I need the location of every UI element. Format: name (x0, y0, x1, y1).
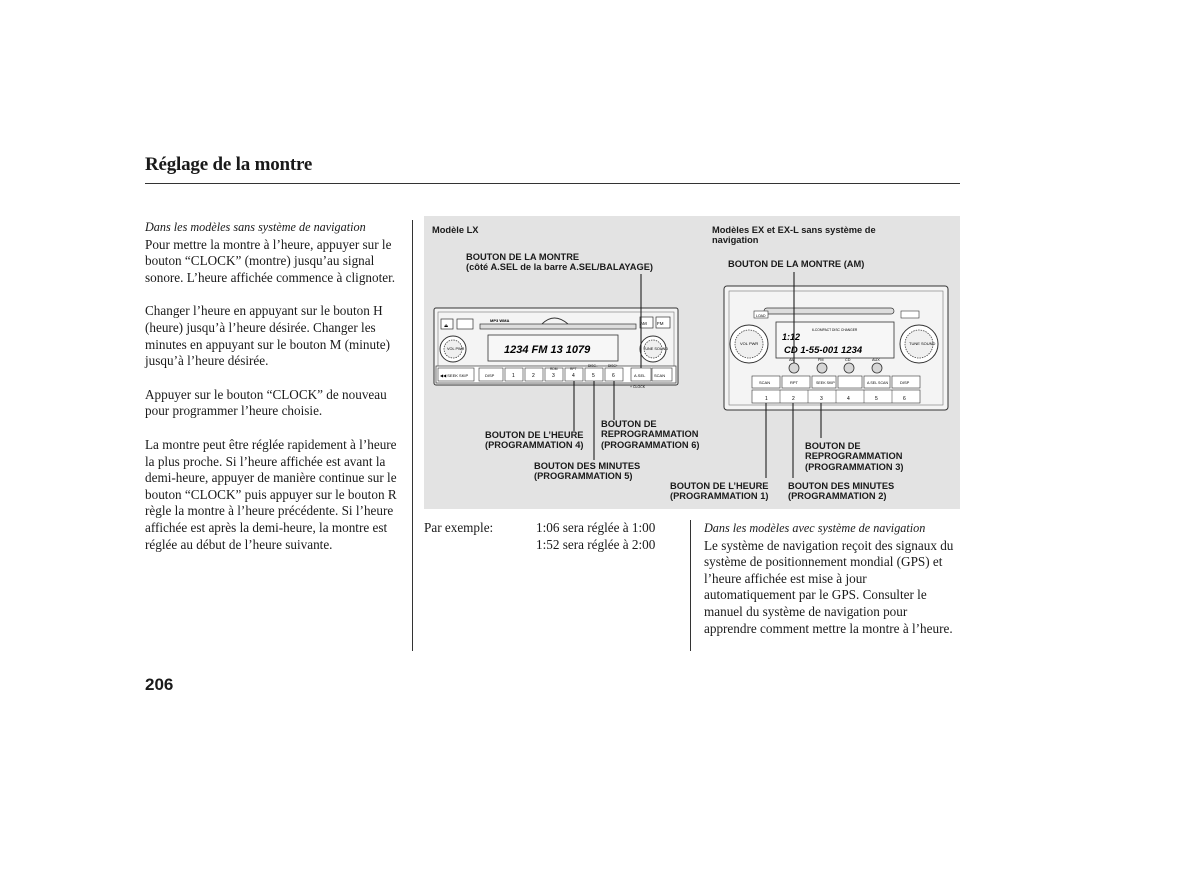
ex-asel-button[interactable]: A.SEL SCAN (867, 381, 889, 385)
lx-disp-button[interactable]: DISP (485, 373, 495, 378)
ex-hour-line1: BOUTON DE L’HEURE (670, 481, 769, 491)
lx-reprog-line2: REPROGRAMMATION (601, 429, 699, 440)
ex-reprog-callout (805, 441, 903, 472)
ex-model-label (712, 225, 876, 246)
ex-preset-3[interactable]: 3 (820, 396, 823, 402)
lx-minutes-line2: (PROGRAMMATION 5) (534, 471, 633, 482)
ex-rpt-button[interactable]: RPT (790, 380, 798, 385)
ex-scan-button[interactable]: SCAN (759, 380, 771, 385)
lx-minutes-line1: BOUTON DES MINUTES (534, 461, 641, 471)
ex-minutes-line1: BOUTON DES MINUTES (788, 481, 895, 491)
lx-rpt-label: RPT (570, 367, 577, 371)
lx-fm-button[interactable]: FM (657, 321, 664, 326)
ex-preset-6[interactable]: 6 (903, 396, 906, 402)
lx-display-text: 1234 FM 13 1079 (504, 344, 591, 356)
example-label: Par exemple: (424, 520, 494, 535)
left-column (145, 219, 403, 570)
radio-figure (424, 216, 960, 509)
right-paragraph: Le système de navigation reçoit des signaux du système de positionnement mondial (GPS) et l’heure affichée est mise à jour automatiquement par le GPS. Consulter le manuel du système de navigation pour apprendre comment mettre la montre à l’heure. (704, 537, 954, 636)
lx-reprog-callout (601, 419, 699, 450)
lx-clock-callout (466, 252, 653, 273)
ex-am-button[interactable]: AM (789, 358, 795, 362)
ex-aux-button[interactable]: AUX (872, 358, 880, 362)
ex-tune-knob[interactable]: TUNE SOUND (909, 341, 936, 346)
left-heading: Dans les modèles sans système de navigation (145, 220, 366, 234)
lx-seek-button[interactable]: ◀◀ SEEK SKIP (440, 373, 469, 378)
ex-display-clock: 1:12 (782, 332, 801, 342)
paragraph-3: Appuyer sur le bouton “CLOCK” de nouveau pour programmer l’heure choisie. (145, 386, 387, 419)
paragraph-1: Pour mettre la montre à l’heure, appuyer sur le bouton “CLOCK” (montre) jusqu’au signal sonore. L’heure affichée commence à clignoter. (145, 236, 396, 285)
ex-fm-button[interactable]: FM (818, 358, 824, 362)
lx-am-button[interactable]: AM (640, 321, 647, 326)
ex-preset-4[interactable]: 4 (847, 396, 850, 402)
lx-model-label: Modèle LX (432, 225, 479, 235)
lx-asel-button[interactable]: A.SEL (634, 373, 646, 378)
lx-preset-3[interactable]: 3 (552, 373, 555, 379)
title-rule (145, 183, 960, 184)
example-line-1: 1:06 sera réglée à 1:00 (536, 520, 656, 535)
lx-disc-plus-label: DISC+ (608, 364, 618, 368)
ex-display-text: CD 1-55-001 1234 (784, 345, 863, 356)
ex-hour-line2: (PROGRAMMATION 1) (670, 491, 769, 502)
lx-clock-callout-line1: BOUTON DE LA MONTRE (466, 252, 580, 262)
lx-minutes-callout (534, 461, 640, 482)
lx-preset-6[interactable]: 6 (612, 373, 615, 379)
ex-preset-1[interactable]: 1 (765, 396, 768, 402)
lx-hour-line1: BOUTON DE L’HEURE (485, 430, 584, 440)
ex-seek-button[interactable]: SEEK SKIP (816, 381, 835, 385)
ex-load-button[interactable]: LOAD (756, 314, 766, 318)
ex-minutes-line2: (PROGRAMMATION 2) (788, 491, 887, 502)
ex-preset-2[interactable]: 2 (792, 396, 795, 402)
lx-hour-callout (485, 430, 584, 451)
lx-preset-4[interactable]: 4 (572, 373, 575, 379)
lx-mp3-label: MP3 WMA (490, 318, 510, 323)
ex-model-label-line2: navigation (712, 235, 759, 246)
ex-hour-callout (670, 481, 769, 502)
lx-preset-1[interactable]: 1 (512, 373, 515, 379)
lx-scan-button[interactable]: SCAN (654, 373, 666, 378)
column-divider (412, 220, 413, 651)
ex-preset-5[interactable]: 5 (875, 396, 878, 402)
lx-clock-callout-line2: (côté A.SEL de la barre A.SEL/BALAYAGE) (466, 262, 654, 273)
ex-disp-button[interactable]: DISP (900, 380, 910, 385)
ex-reprog-line2: REPROGRAMMATION (805, 451, 903, 462)
ex-minutes-callout (788, 481, 894, 502)
right-column (704, 520, 960, 637)
lx-disc-minus-label: DISC– (588, 364, 598, 368)
page-number: 206 (145, 675, 174, 694)
paragraph-4: La montre peut être réglée rapidement à l’heure la plus proche. Si l’heure affichée est avant la demi-heure, appuyer de manière continue sur le bouton “CLOCK” puis appuyer sur le bouton R règle la montre à l’heure précédente. Si l’heure affichée est après la demi-heure, la montre est réglée au début de l’heure suivante. (145, 436, 397, 552)
ex-vol-knob[interactable]: VOL PWR (740, 341, 759, 346)
page-title: Réglage de la montre (145, 154, 313, 175)
lx-eject-label: ⏏ (444, 323, 449, 328)
ex-reprog-line3: (PROGRAMMATION 3) (805, 461, 904, 472)
example-line-2: 1:52 sera réglée à 2:00 (536, 537, 656, 552)
lx-reprog-line3: (PROGRAMMATION 6) (601, 439, 700, 450)
lx-preset-5[interactable]: 5 (592, 373, 595, 379)
lx-tune-knob[interactable]: TUNE SOUND (643, 347, 669, 351)
paragraph-2: Changer l’heure en appuyant sur le bouton H (heure) jusqu’à l’heure désirée. Changer les minutes en appuyant sur le bouton M (minute) jusqu’à l’heure désirée. (145, 303, 391, 369)
ex-clock-callout: BOUTON DE LA MONTRE (AM) (728, 259, 865, 269)
ex-changer-label: 6-COMPACT DISC CHANGER (812, 328, 858, 332)
ex-reprog-line1: BOUTON DE (805, 441, 861, 451)
ex-model-label-line1: Modèles EX et EX-L sans système de (712, 225, 876, 235)
lx-reprog-line1: BOUTON DE (601, 419, 657, 429)
ex-cd-button[interactable]: CD (845, 358, 851, 362)
lx-hour-line2: (PROGRAMMATION 4) (485, 440, 584, 451)
lx-rdm-label: RDM (550, 367, 558, 371)
lx-vol-knob[interactable]: VOL PWR (447, 347, 465, 351)
right-heading: Dans les modèles avec système de navigation (704, 521, 926, 535)
lx-preset-2[interactable]: 2 (532, 373, 535, 379)
lx-clock-label: + CLOCK (630, 385, 646, 389)
example-divider (690, 520, 691, 651)
